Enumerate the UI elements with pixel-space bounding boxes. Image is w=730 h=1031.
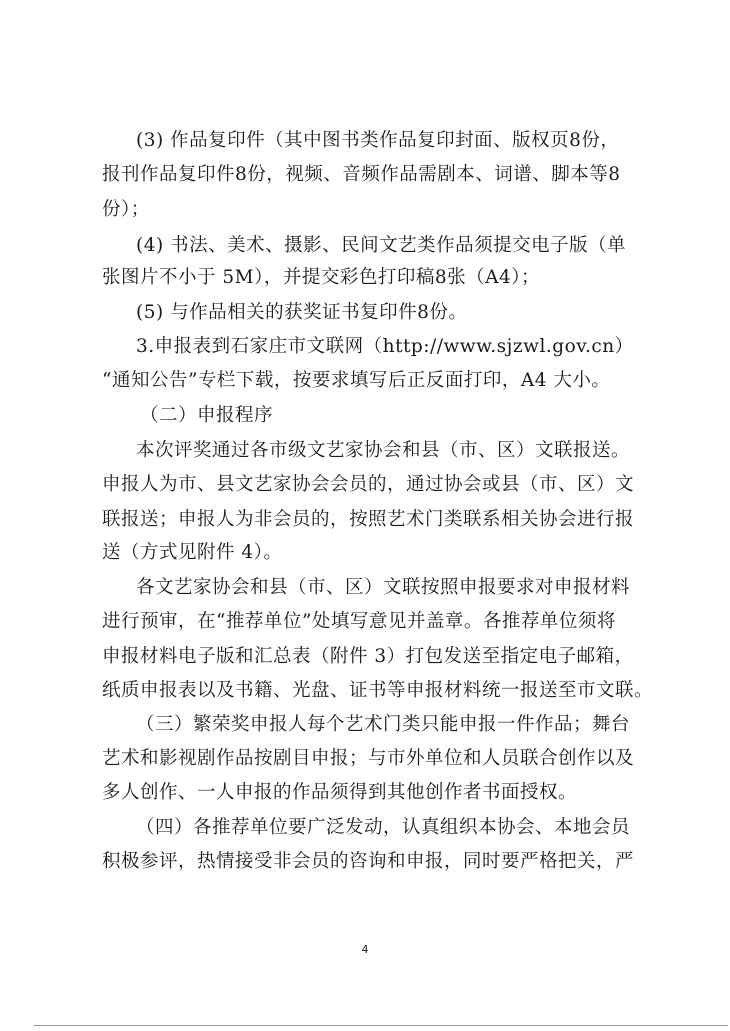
text-line: 进行预审，在“推荐单位”处填写意见并盖章。各推荐单位须将: [102, 611, 616, 632]
text-line: “通知公告”专栏下载，按要求填写后正反面打印，A4 大小。: [102, 370, 611, 391]
text-line: 积极参评，热情接受非会员的咨询和申报，同时要严格把关，严: [102, 851, 635, 872]
text-line: 份）；: [102, 199, 150, 220]
text-line: 艺术和影视剧作品按剧目申报；与市外单位和人员联合创作以及: [102, 748, 635, 769]
text-line: 送（方式见附件 4）。: [102, 542, 283, 563]
text-line: (4) 书法、美术、摄影、民间文艺类作品须提交电子版（单: [136, 235, 627, 256]
text-line: 申报材料电子版和汇总表（附件 3）打包发送至指定电子邮箱，: [102, 646, 634, 667]
text-line: 3.申报表到石家庄市文联网（http://www.sjzwl.gov.cn）: [136, 336, 634, 357]
text-line: 报刊作品复印件8份，视频、音频作品需剧本、词谱、脚本等8: [102, 164, 621, 185]
text-line: (5) 与作品相关的获奖证书复印件8份。: [136, 302, 468, 323]
text-line: 申报人为市、县文艺家协会会员的，通过协会或县（市、区）文: [102, 474, 635, 495]
page-bottom-divider: [34, 1025, 728, 1026]
text-line: 多人创作、一人申报的作品须得到其他创作者书面授权。: [102, 782, 578, 803]
text-line: 本次评奖通过各市级文艺家协会和县（市、区）文联报送。: [136, 440, 631, 461]
text-line: （三）繁荣奖申报人每个艺术门类只能申报一件作品；舞台: [136, 714, 631, 735]
text-line: 各文艺家协会和县（市、区）文联按照申报要求对申报材料: [136, 577, 631, 598]
text-line: (3) 作品复印件（其中图书类作品复印封面、版权页8份，: [136, 130, 620, 151]
text-line: （四）各推荐单位要广泛发动，认真组织本协会、本地会员: [136, 817, 631, 838]
section-heading: （二）申报程序: [140, 405, 274, 426]
page-number: 4: [361, 943, 369, 956]
text-line: 张图片不小于 5M），并提交彩色打印稿8张（A4）；: [102, 267, 540, 288]
text-line: 纸质申报表以及书籍、光盘、证书等申报材料统一报送至市文联。: [102, 680, 654, 701]
text-line: 联报送；申报人为非会员的，按照艺术门类联系相关协会进行报: [102, 509, 635, 530]
